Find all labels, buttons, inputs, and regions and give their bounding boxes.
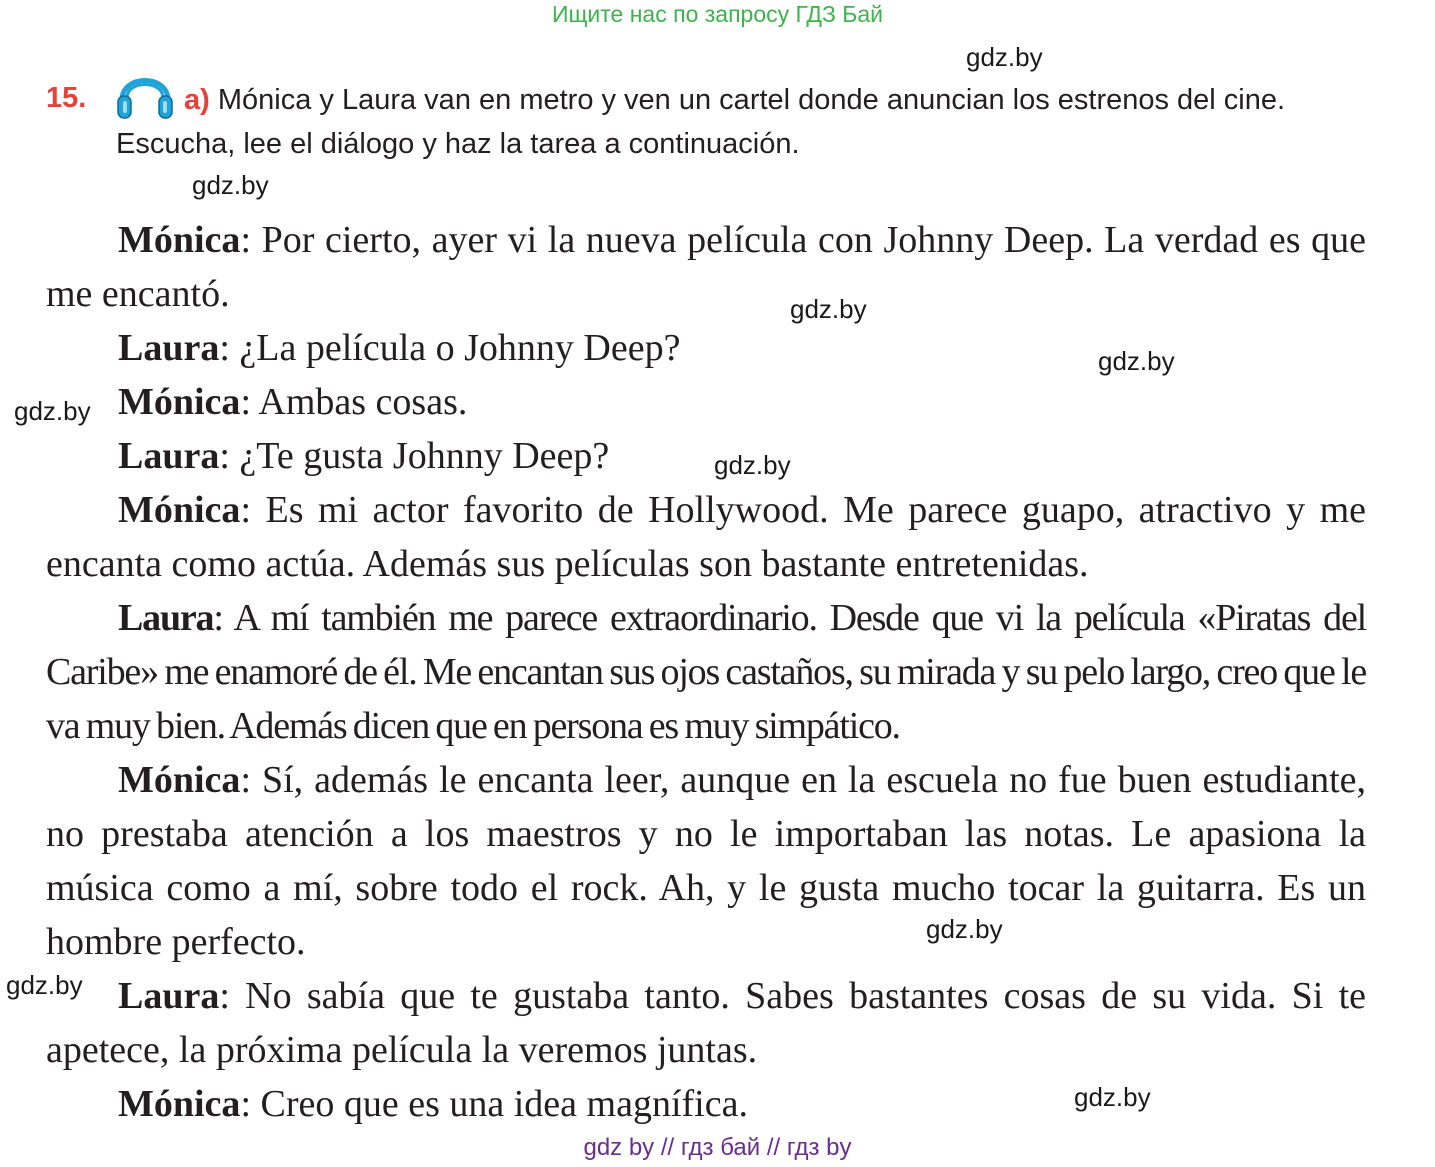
exercise-instruction-block: [116, 78, 1376, 166]
speaker-name: Mónica: [118, 489, 241, 531]
speaker-name: Laura: [118, 435, 220, 477]
watermark: gdz.by: [1098, 346, 1175, 376]
dialogue: [46, 213, 1366, 1131]
dialogue-line: [46, 483, 1366, 591]
line-text: : Por cierto, ayer vi la nueva película con Johnny Deep. La verdad es que me encantó.: [46, 219, 1366, 315]
dialogue-line: [46, 753, 1366, 969]
line-text: : Creo que es una idea magnífica.: [240, 1083, 748, 1125]
site-banner: Ищите нас по запросу ГДЗ Бай: [551, 1, 884, 27]
watermark: gdz.by: [966, 42, 1043, 72]
line-text: : ¿Te gusta Johnny Deep?: [219, 435, 610, 477]
speaker-name: Laura: [118, 975, 220, 1017]
dialogue-line: [46, 213, 1366, 321]
line-text: : ¿La película o Johnny Deep?: [219, 327, 681, 369]
watermark: gdz.by: [1074, 1082, 1151, 1112]
dialogue-line: [46, 969, 1366, 1077]
dialogue-line: [46, 375, 1366, 429]
line-text: : Ambas cosas.: [240, 381, 468, 423]
watermark: gdz.by: [14, 396, 91, 426]
speaker-name: Mónica: [118, 381, 241, 423]
watermark: gdz.by: [6, 970, 83, 1000]
exercise-number: 15.: [46, 82, 87, 114]
line-text: : Sí, además le encanta leer, aunque en la escuela no fue buen estudiante, no prestaba atención a los maestros y no le importaban las notas. Le apasiona la música como a mí, sobre todo el rock. Ah, y le gusta mucho tocar la guitarra. Es un hombre perfecto.: [46, 759, 1366, 963]
speaker-name: Mónica: [118, 759, 241, 801]
exercise-letter: a): [184, 84, 210, 116]
line-text: : No sabía que te gustaba tanto. Sabes bastantes cosas de su vida. Si te apetece, la próxima película la veremos juntas.: [46, 975, 1366, 1071]
speaker-name: Mónica: [118, 1083, 241, 1125]
exercise-instruction: Mónica y Laura van en metro y ven un cartel donde anuncian los estrenos del cine. Escucha, lee el diálogo y haz la tarea a continuación.: [116, 84, 1286, 160]
speaker-name: Mónica: [118, 219, 241, 261]
speaker-name: Laura: [118, 597, 214, 639]
watermark: gdz.by: [790, 294, 867, 324]
dialogue-line: [46, 591, 1366, 753]
watermark: gdz.by: [714, 450, 791, 480]
line-text: : A mí también me parece extraordinario. Desde que vi la película «Piratas del Caribe» me enamoré de él. Me encantan sus ojos castaños, su mirada y su pelo largo, creo que le va muy bien. Además dicen que en persona es muy simpático.: [46, 597, 1366, 747]
speaker-name: Laura: [118, 327, 220, 369]
dialogue-line: [46, 429, 1366, 483]
dialogue-line: [46, 321, 1366, 375]
footer-links[interactable]: gdz by // гдз бай // гдз by: [583, 1134, 852, 1161]
dialogue-line: [46, 1077, 1366, 1131]
watermark: gdz.by: [192, 170, 269, 200]
line-text: : Es mi actor favorito de Hollywood. Me parece guapo, atractivo y me encanta como actúa. Además sus películas son bastante entretenidas.: [46, 489, 1366, 585]
watermark: gdz.by: [926, 914, 1003, 944]
